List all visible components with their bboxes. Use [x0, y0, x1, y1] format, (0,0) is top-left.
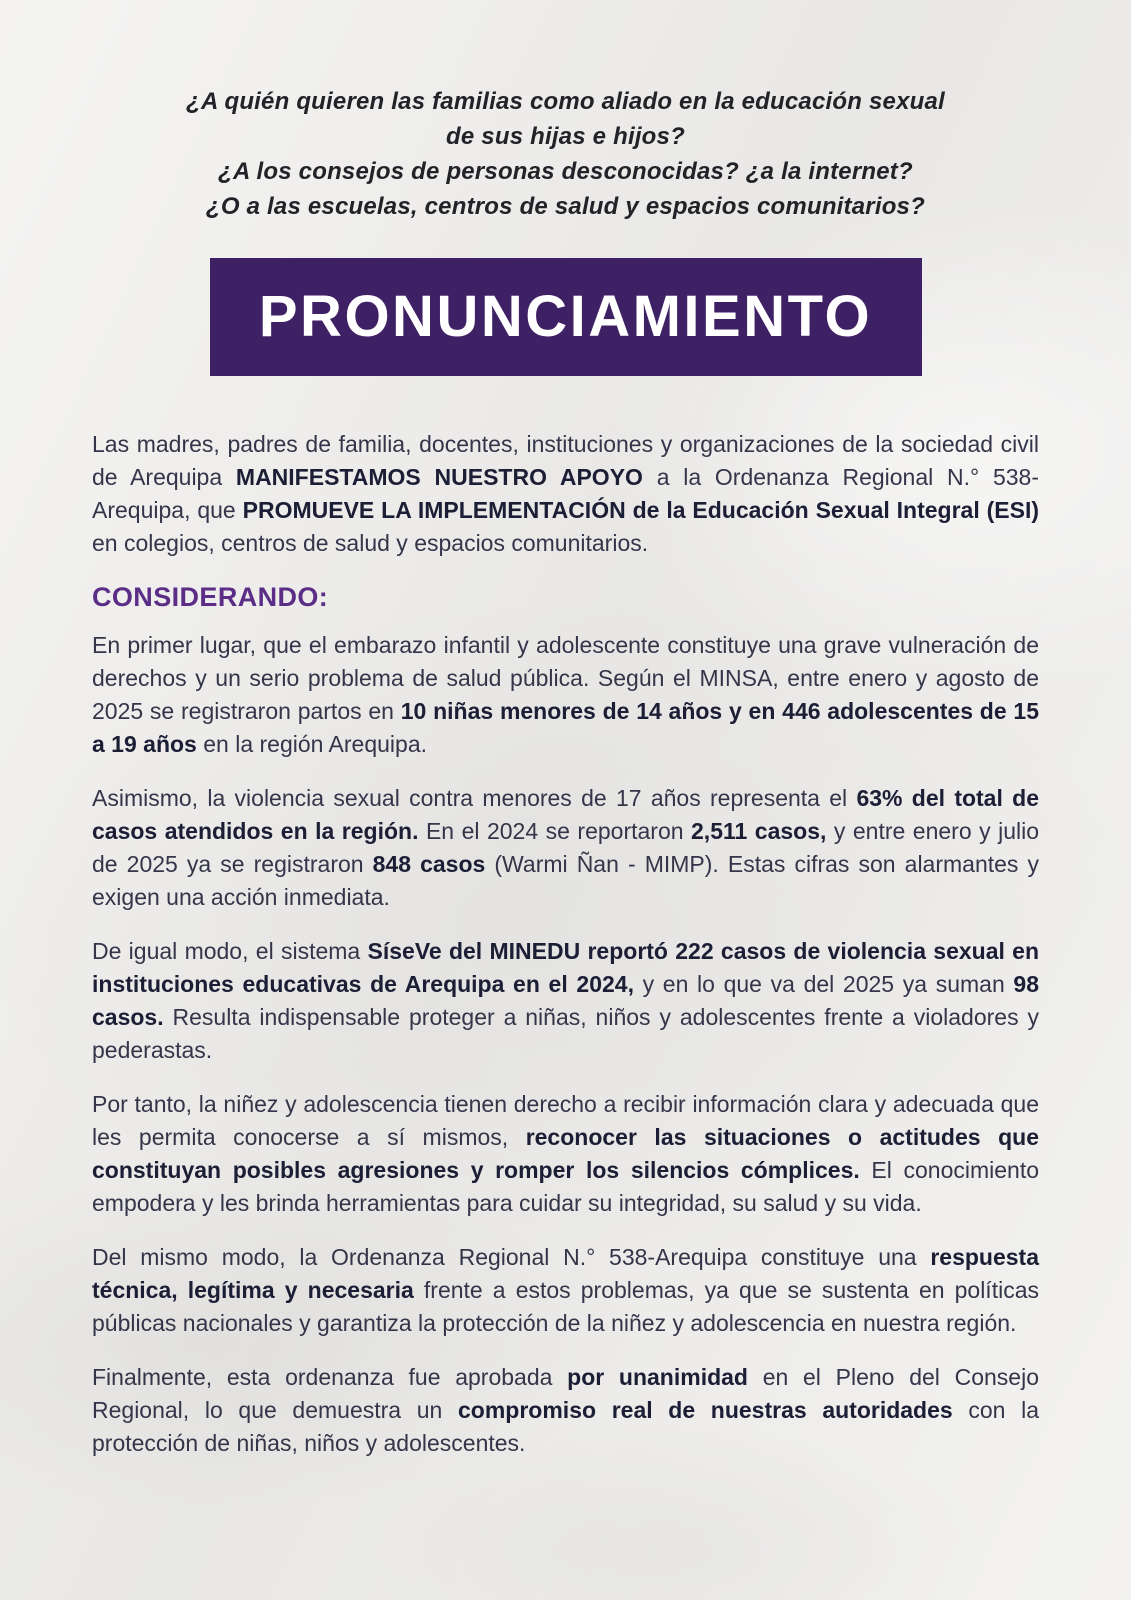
header-question-line: de sus hijas e hijos?	[446, 123, 685, 150]
text-run: El conocimiento empodera y les brinda herramientas para cuidar su integridad, su salud y su vida.	[92, 1157, 1039, 1216]
text-run-bold: reconocer las situaciones o actitudes que constituyan posibles agresiones y romper los silencios cómplices.	[92, 1124, 1039, 1183]
paragraph	[92, 428, 1039, 560]
paragraph	[92, 1088, 1039, 1220]
text-run-bold: 848 casos	[372, 851, 486, 877]
text-run: Finalmente, esta ordenanza fue aprobada	[92, 1364, 568, 1390]
document-body	[92, 428, 1039, 1460]
section-heading: CONSIDERANDO:	[92, 582, 329, 612]
text-run-bold: por unanimidad	[567, 1364, 748, 1390]
text-run: en el Pleno del Consejo Regional, lo que demuestra un	[92, 1364, 1039, 1423]
text-run: con la protección de niñas, niños y adolescentes.	[92, 1397, 1039, 1456]
text-run-bold: 2,511 casos,	[691, 818, 827, 844]
header-question-line: ¿A los consejos de personas desconocidas? ¿a la internet?	[218, 158, 913, 185]
text-run: Del mismo modo, la Ordenanza Regional N.° 538-Arequipa constituye una	[92, 1244, 931, 1270]
paragraph	[92, 1241, 1039, 1340]
text-run: en colegios, centros de salud y espacios comunitarios.	[92, 530, 649, 556]
text-run: en la región Arequipa.	[196, 731, 428, 757]
paragraph	[92, 935, 1039, 1067]
text-run: a la Ordenanza Regional N.° 538-Arequipa, que	[92, 464, 1039, 523]
text-run: Las madres, padres de familia, docentes, instituciones y organizaciones de la sociedad civil de Arequipa	[92, 431, 1039, 490]
pronunciamiento-banner	[210, 258, 922, 376]
text-run-bold: 63% del total de casos atendidos en la región.	[92, 785, 1039, 844]
banner-title: PRONUNCIAMIENTO	[258, 284, 873, 349]
text-run: Resulta indispensable proteger a niñas, niños y adolescentes frente a violadores y pederastas.	[92, 1004, 1039, 1063]
text-run: En el 2024 se reportaron	[418, 818, 692, 844]
text-run-bold: respuesta técnica, legítima y necesaria	[92, 1244, 1039, 1303]
paragraph	[92, 629, 1039, 761]
text-run-bold: MANIFESTAMOS NUESTRO APOYO	[235, 464, 643, 490]
text-run: Asimismo, la violencia sexual contra menores de 17 años representa el	[92, 785, 857, 811]
text-run: (Warmi Ñan - MIMP). Estas cifras son alarmantes y exigen una acción inmediata.	[92, 851, 1039, 910]
text-run: frente a estos problemas, ya que se sustenta en políticas públicas nacionales y garantiza la protección de la niñez y adolescencia en nuestra región.	[92, 1277, 1039, 1336]
header-question-line: ¿A quién quieren las familias como aliado en la educación sexual	[186, 88, 945, 115]
text-run-bold: 98 casos.	[92, 971, 1039, 1030]
text-run-bold: SíseVe del MINEDU reportó 222 casos de violencia sexual en instituciones educativas de Arequipa en el 2024,	[92, 938, 1040, 997]
text-run-bold: 10 niñas menores de 14 años y en 446 adolescentes de 15 a 19 años	[92, 698, 1039, 757]
paragraph	[92, 782, 1039, 914]
text-run-bold: PROMUEVE LA IMPLEMENTACIÓN de la Educación Sexual Integral (ESI)	[242, 497, 1039, 523]
header-question-line: ¿O a las escuelas, centros de salud y espacios comunitarios?	[206, 193, 925, 220]
text-run: De igual modo, el sistema	[92, 938, 368, 964]
paragraph	[92, 1361, 1039, 1460]
text-run: Por tanto, la niñez y adolescencia tienen derecho a recibir información clara y adecuada que les permita conocerse a sí mismos,	[92, 1091, 1039, 1150]
header-questions	[60, 0, 1071, 224]
text-run: y en lo que va del 2025 ya suman	[633, 971, 1014, 997]
text-run: En primer lugar, que el embarazo infantil y adolescente constituye una grave vulneración de derechos y un serio problema de salud pública. Según el MINSA, entre enero y agosto de 2025 se registraron partos en	[92, 632, 1039, 724]
text-run-bold: compromiso real de nuestras autoridades	[458, 1397, 953, 1423]
text-run: y entre enero y julio de 2025 ya se registraron	[92, 818, 1039, 877]
